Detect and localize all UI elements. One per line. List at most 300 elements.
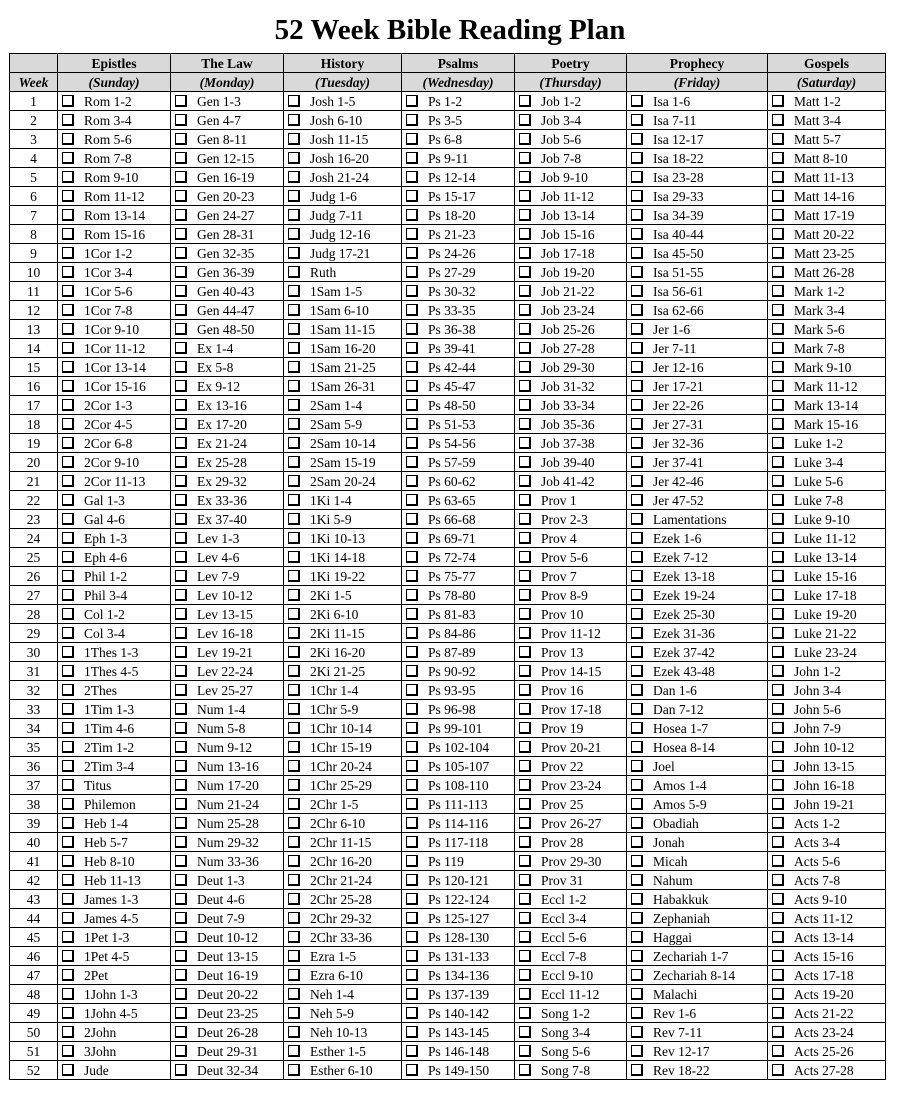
reading-checkbox[interactable]: [175, 399, 187, 411]
reading-checkbox[interactable]: [406, 209, 418, 221]
reading-checkbox[interactable]: [175, 741, 187, 753]
reading-checkbox[interactable]: [772, 399, 784, 411]
reading-checkbox[interactable]: [62, 1064, 74, 1076]
reading-checkbox[interactable]: [631, 456, 643, 468]
reading-checkbox[interactable]: [631, 380, 643, 392]
reading-checkbox[interactable]: [406, 817, 418, 829]
reading-checkbox[interactable]: [519, 437, 531, 449]
reading-checkbox[interactable]: [62, 171, 74, 183]
reading-checkbox[interactable]: [175, 1064, 187, 1076]
reading-checkbox[interactable]: [62, 988, 74, 1000]
reading-checkbox[interactable]: [288, 722, 300, 734]
reading-checkbox[interactable]: [519, 494, 531, 506]
reading-checkbox[interactable]: [62, 399, 74, 411]
reading-checkbox[interactable]: [406, 380, 418, 392]
reading-checkbox[interactable]: [519, 950, 531, 962]
reading-checkbox[interactable]: [288, 836, 300, 848]
reading-checkbox[interactable]: [288, 798, 300, 810]
reading-checkbox[interactable]: [772, 646, 784, 658]
reading-checkbox[interactable]: [288, 209, 300, 221]
reading-checkbox[interactable]: [175, 228, 187, 240]
reading-checkbox[interactable]: [62, 1026, 74, 1038]
reading-checkbox[interactable]: [406, 703, 418, 715]
reading-checkbox[interactable]: [519, 855, 531, 867]
reading-checkbox[interactable]: [631, 969, 643, 981]
reading-checkbox[interactable]: [406, 190, 418, 202]
reading-checkbox[interactable]: [772, 893, 784, 905]
reading-checkbox[interactable]: [175, 95, 187, 107]
reading-checkbox[interactable]: [175, 247, 187, 259]
reading-checkbox[interactable]: [175, 893, 187, 905]
reading-checkbox[interactable]: [406, 855, 418, 867]
reading-checkbox[interactable]: [62, 798, 74, 810]
reading-checkbox[interactable]: [406, 513, 418, 525]
reading-checkbox[interactable]: [519, 342, 531, 354]
reading-checkbox[interactable]: [175, 475, 187, 487]
reading-checkbox[interactable]: [772, 741, 784, 753]
reading-checkbox[interactable]: [772, 418, 784, 430]
reading-checkbox[interactable]: [772, 1026, 784, 1038]
reading-checkbox[interactable]: [175, 779, 187, 791]
reading-checkbox[interactable]: [519, 304, 531, 316]
reading-checkbox[interactable]: [631, 247, 643, 259]
reading-checkbox[interactable]: [175, 817, 187, 829]
reading-checkbox[interactable]: [519, 456, 531, 468]
reading-checkbox[interactable]: [288, 342, 300, 354]
reading-checkbox[interactable]: [519, 399, 531, 411]
reading-checkbox[interactable]: [406, 608, 418, 620]
reading-checkbox[interactable]: [519, 760, 531, 772]
reading-checkbox[interactable]: [519, 608, 531, 620]
reading-checkbox[interactable]: [772, 209, 784, 221]
reading-checkbox[interactable]: [519, 1045, 531, 1057]
reading-checkbox[interactable]: [175, 950, 187, 962]
reading-checkbox[interactable]: [519, 741, 531, 753]
reading-checkbox[interactable]: [519, 171, 531, 183]
reading-checkbox[interactable]: [175, 342, 187, 354]
reading-checkbox[interactable]: [288, 1026, 300, 1038]
reading-checkbox[interactable]: [62, 646, 74, 658]
reading-checkbox[interactable]: [175, 874, 187, 886]
reading-checkbox[interactable]: [175, 418, 187, 430]
reading-checkbox[interactable]: [175, 855, 187, 867]
reading-checkbox[interactable]: [62, 874, 74, 886]
reading-checkbox[interactable]: [519, 1064, 531, 1076]
reading-checkbox[interactable]: [406, 1007, 418, 1019]
reading-checkbox[interactable]: [772, 95, 784, 107]
reading-checkbox[interactable]: [62, 1045, 74, 1057]
reading-checkbox[interactable]: [406, 133, 418, 145]
reading-checkbox[interactable]: [406, 874, 418, 886]
reading-checkbox[interactable]: [519, 152, 531, 164]
reading-checkbox[interactable]: [175, 551, 187, 563]
reading-checkbox[interactable]: [175, 285, 187, 297]
reading-checkbox[interactable]: [772, 114, 784, 126]
reading-checkbox[interactable]: [175, 1026, 187, 1038]
reading-checkbox[interactable]: [62, 494, 74, 506]
reading-checkbox[interactable]: [406, 665, 418, 677]
reading-checkbox[interactable]: [288, 399, 300, 411]
reading-checkbox[interactable]: [519, 133, 531, 145]
reading-checkbox[interactable]: [62, 437, 74, 449]
reading-checkbox[interactable]: [519, 798, 531, 810]
reading-checkbox[interactable]: [772, 931, 784, 943]
reading-checkbox[interactable]: [175, 171, 187, 183]
reading-checkbox[interactable]: [406, 323, 418, 335]
reading-checkbox[interactable]: [519, 931, 531, 943]
reading-checkbox[interactable]: [62, 760, 74, 772]
reading-checkbox[interactable]: [62, 551, 74, 563]
reading-checkbox[interactable]: [406, 285, 418, 297]
reading-checkbox[interactable]: [772, 285, 784, 297]
reading-checkbox[interactable]: [288, 1045, 300, 1057]
reading-checkbox[interactable]: [406, 646, 418, 658]
reading-checkbox[interactable]: [175, 988, 187, 1000]
reading-checkbox[interactable]: [406, 247, 418, 259]
reading-checkbox[interactable]: [62, 912, 74, 924]
reading-checkbox[interactable]: [175, 323, 187, 335]
reading-checkbox[interactable]: [62, 133, 74, 145]
reading-checkbox[interactable]: [631, 266, 643, 278]
reading-checkbox[interactable]: [772, 1045, 784, 1057]
reading-checkbox[interactable]: [519, 1026, 531, 1038]
reading-checkbox[interactable]: [406, 627, 418, 639]
reading-checkbox[interactable]: [406, 779, 418, 791]
reading-checkbox[interactable]: [175, 589, 187, 601]
reading-checkbox[interactable]: [406, 532, 418, 544]
reading-checkbox[interactable]: [631, 912, 643, 924]
reading-checkbox[interactable]: [175, 513, 187, 525]
reading-checkbox[interactable]: [62, 608, 74, 620]
reading-checkbox[interactable]: [62, 323, 74, 335]
reading-checkbox[interactable]: [62, 190, 74, 202]
reading-checkbox[interactable]: [406, 361, 418, 373]
reading-checkbox[interactable]: [631, 323, 643, 335]
reading-checkbox[interactable]: [772, 589, 784, 601]
reading-checkbox[interactable]: [288, 95, 300, 107]
reading-checkbox[interactable]: [772, 684, 784, 696]
reading-checkbox[interactable]: [631, 950, 643, 962]
reading-checkbox[interactable]: [406, 304, 418, 316]
reading-checkbox[interactable]: [772, 798, 784, 810]
reading-checkbox[interactable]: [406, 342, 418, 354]
reading-checkbox[interactable]: [62, 418, 74, 430]
reading-checkbox[interactable]: [772, 551, 784, 563]
reading-checkbox[interactable]: [772, 228, 784, 240]
reading-checkbox[interactable]: [631, 133, 643, 145]
reading-checkbox[interactable]: [175, 646, 187, 658]
reading-checkbox[interactable]: [519, 988, 531, 1000]
reading-checkbox[interactable]: [772, 190, 784, 202]
reading-checkbox[interactable]: [772, 323, 784, 335]
reading-checkbox[interactable]: [631, 152, 643, 164]
reading-checkbox[interactable]: [772, 912, 784, 924]
reading-checkbox[interactable]: [175, 570, 187, 582]
reading-checkbox[interactable]: [519, 532, 531, 544]
reading-checkbox[interactable]: [631, 209, 643, 221]
reading-checkbox[interactable]: [175, 456, 187, 468]
reading-checkbox[interactable]: [631, 342, 643, 354]
reading-checkbox[interactable]: [631, 646, 643, 658]
reading-checkbox[interactable]: [772, 874, 784, 886]
reading-checkbox[interactable]: [175, 931, 187, 943]
reading-checkbox[interactable]: [631, 722, 643, 734]
reading-checkbox[interactable]: [631, 741, 643, 753]
reading-checkbox[interactable]: [772, 133, 784, 145]
reading-checkbox[interactable]: [519, 589, 531, 601]
reading-checkbox[interactable]: [62, 893, 74, 905]
reading-checkbox[interactable]: [406, 437, 418, 449]
reading-checkbox[interactable]: [631, 399, 643, 411]
reading-checkbox[interactable]: [519, 912, 531, 924]
reading-checkbox[interactable]: [406, 836, 418, 848]
reading-checkbox[interactable]: [175, 798, 187, 810]
reading-checkbox[interactable]: [772, 722, 784, 734]
reading-checkbox[interactable]: [406, 114, 418, 126]
reading-checkbox[interactable]: [62, 304, 74, 316]
reading-checkbox[interactable]: [519, 266, 531, 278]
reading-checkbox[interactable]: [62, 703, 74, 715]
reading-checkbox[interactable]: [772, 836, 784, 848]
reading-checkbox[interactable]: [288, 380, 300, 392]
reading-checkbox[interactable]: [62, 665, 74, 677]
reading-checkbox[interactable]: [62, 361, 74, 373]
reading-checkbox[interactable]: [62, 114, 74, 126]
reading-checkbox[interactable]: [772, 247, 784, 259]
reading-checkbox[interactable]: [288, 589, 300, 601]
reading-checkbox[interactable]: [175, 665, 187, 677]
reading-checkbox[interactable]: [631, 228, 643, 240]
reading-checkbox[interactable]: [62, 532, 74, 544]
reading-checkbox[interactable]: [406, 418, 418, 430]
reading-checkbox[interactable]: [288, 570, 300, 582]
reading-checkbox[interactable]: [519, 418, 531, 430]
reading-checkbox[interactable]: [631, 779, 643, 791]
reading-checkbox[interactable]: [631, 817, 643, 829]
reading-checkbox[interactable]: [519, 836, 531, 848]
reading-checkbox[interactable]: [175, 114, 187, 126]
reading-checkbox[interactable]: [631, 190, 643, 202]
reading-checkbox[interactable]: [175, 608, 187, 620]
reading-checkbox[interactable]: [406, 266, 418, 278]
reading-checkbox[interactable]: [631, 1026, 643, 1038]
reading-checkbox[interactable]: [288, 133, 300, 145]
reading-checkbox[interactable]: [772, 380, 784, 392]
reading-checkbox[interactable]: [406, 475, 418, 487]
reading-checkbox[interactable]: [631, 304, 643, 316]
reading-checkbox[interactable]: [62, 969, 74, 981]
reading-checkbox[interactable]: [772, 266, 784, 278]
reading-checkbox[interactable]: [772, 437, 784, 449]
reading-checkbox[interactable]: [772, 342, 784, 354]
reading-checkbox[interactable]: [631, 171, 643, 183]
reading-checkbox[interactable]: [288, 418, 300, 430]
reading-checkbox[interactable]: [519, 114, 531, 126]
reading-checkbox[interactable]: [62, 589, 74, 601]
reading-checkbox[interactable]: [772, 1007, 784, 1019]
reading-checkbox[interactable]: [406, 589, 418, 601]
reading-checkbox[interactable]: [288, 779, 300, 791]
reading-checkbox[interactable]: [288, 114, 300, 126]
reading-checkbox[interactable]: [288, 228, 300, 240]
reading-checkbox[interactable]: [288, 931, 300, 943]
reading-checkbox[interactable]: [406, 570, 418, 582]
reading-checkbox[interactable]: [631, 95, 643, 107]
reading-checkbox[interactable]: [288, 855, 300, 867]
reading-checkbox[interactable]: [288, 152, 300, 164]
reading-checkbox[interactable]: [288, 817, 300, 829]
reading-checkbox[interactable]: [288, 608, 300, 620]
reading-checkbox[interactable]: [772, 1064, 784, 1076]
reading-checkbox[interactable]: [406, 912, 418, 924]
reading-checkbox[interactable]: [62, 684, 74, 696]
reading-checkbox[interactable]: [772, 171, 784, 183]
reading-checkbox[interactable]: [772, 665, 784, 677]
reading-checkbox[interactable]: [288, 988, 300, 1000]
reading-checkbox[interactable]: [772, 494, 784, 506]
reading-checkbox[interactable]: [175, 209, 187, 221]
reading-checkbox[interactable]: [772, 513, 784, 525]
reading-checkbox[interactable]: [772, 760, 784, 772]
reading-checkbox[interactable]: [772, 855, 784, 867]
reading-checkbox[interactable]: [62, 1007, 74, 1019]
reading-checkbox[interactable]: [175, 760, 187, 772]
reading-checkbox[interactable]: [631, 1064, 643, 1076]
reading-checkbox[interactable]: [631, 760, 643, 772]
reading-checkbox[interactable]: [631, 570, 643, 582]
reading-checkbox[interactable]: [62, 285, 74, 297]
reading-checkbox[interactable]: [175, 684, 187, 696]
reading-checkbox[interactable]: [406, 1026, 418, 1038]
reading-checkbox[interactable]: [519, 703, 531, 715]
reading-checkbox[interactable]: [519, 209, 531, 221]
reading-checkbox[interactable]: [62, 228, 74, 240]
reading-checkbox[interactable]: [519, 228, 531, 240]
reading-checkbox[interactable]: [631, 893, 643, 905]
reading-checkbox[interactable]: [288, 893, 300, 905]
reading-checkbox[interactable]: [406, 798, 418, 810]
reading-checkbox[interactable]: [772, 779, 784, 791]
reading-checkbox[interactable]: [288, 741, 300, 753]
reading-checkbox[interactable]: [62, 456, 74, 468]
reading-checkbox[interactable]: [631, 437, 643, 449]
reading-checkbox[interactable]: [406, 228, 418, 240]
reading-checkbox[interactable]: [519, 95, 531, 107]
reading-checkbox[interactable]: [62, 513, 74, 525]
reading-checkbox[interactable]: [631, 855, 643, 867]
reading-checkbox[interactable]: [288, 304, 300, 316]
reading-checkbox[interactable]: [288, 190, 300, 202]
reading-checkbox[interactable]: [62, 266, 74, 278]
reading-checkbox[interactable]: [62, 570, 74, 582]
reading-checkbox[interactable]: [406, 988, 418, 1000]
reading-checkbox[interactable]: [175, 494, 187, 506]
reading-checkbox[interactable]: [62, 836, 74, 848]
reading-checkbox[interactable]: [288, 703, 300, 715]
reading-checkbox[interactable]: [288, 437, 300, 449]
reading-checkbox[interactable]: [772, 532, 784, 544]
reading-checkbox[interactable]: [519, 551, 531, 563]
reading-checkbox[interactable]: [772, 608, 784, 620]
reading-checkbox[interactable]: [406, 760, 418, 772]
reading-checkbox[interactable]: [288, 1007, 300, 1019]
reading-checkbox[interactable]: [288, 456, 300, 468]
reading-checkbox[interactable]: [406, 722, 418, 734]
reading-checkbox[interactable]: [772, 152, 784, 164]
reading-checkbox[interactable]: [62, 722, 74, 734]
reading-checkbox[interactable]: [175, 152, 187, 164]
reading-checkbox[interactable]: [519, 247, 531, 259]
reading-checkbox[interactable]: [175, 1007, 187, 1019]
reading-checkbox[interactable]: [631, 532, 643, 544]
reading-checkbox[interactable]: [519, 874, 531, 886]
reading-checkbox[interactable]: [175, 969, 187, 981]
reading-checkbox[interactable]: [631, 114, 643, 126]
reading-checkbox[interactable]: [519, 779, 531, 791]
reading-checkbox[interactable]: [772, 627, 784, 639]
reading-checkbox[interactable]: [519, 893, 531, 905]
reading-checkbox[interactable]: [62, 95, 74, 107]
reading-checkbox[interactable]: [288, 361, 300, 373]
reading-checkbox[interactable]: [519, 722, 531, 734]
reading-checkbox[interactable]: [288, 475, 300, 487]
reading-checkbox[interactable]: [62, 817, 74, 829]
reading-checkbox[interactable]: [288, 247, 300, 259]
reading-checkbox[interactable]: [406, 1045, 418, 1057]
reading-checkbox[interactable]: [288, 285, 300, 297]
reading-checkbox[interactable]: [62, 209, 74, 221]
reading-checkbox[interactable]: [772, 361, 784, 373]
reading-checkbox[interactable]: [288, 532, 300, 544]
reading-checkbox[interactable]: [175, 703, 187, 715]
reading-checkbox[interactable]: [62, 342, 74, 354]
reading-checkbox[interactable]: [62, 741, 74, 753]
reading-checkbox[interactable]: [62, 779, 74, 791]
reading-checkbox[interactable]: [519, 361, 531, 373]
reading-checkbox[interactable]: [288, 665, 300, 677]
reading-checkbox[interactable]: [175, 1045, 187, 1057]
reading-checkbox[interactable]: [631, 1045, 643, 1057]
reading-checkbox[interactable]: [406, 969, 418, 981]
reading-checkbox[interactable]: [288, 323, 300, 335]
reading-checkbox[interactable]: [772, 988, 784, 1000]
reading-checkbox[interactable]: [62, 931, 74, 943]
reading-checkbox[interactable]: [631, 589, 643, 601]
reading-checkbox[interactable]: [288, 646, 300, 658]
reading-checkbox[interactable]: [772, 969, 784, 981]
reading-checkbox[interactable]: [519, 684, 531, 696]
reading-checkbox[interactable]: [62, 627, 74, 639]
reading-checkbox[interactable]: [772, 950, 784, 962]
reading-checkbox[interactable]: [288, 171, 300, 183]
reading-checkbox[interactable]: [406, 152, 418, 164]
reading-checkbox[interactable]: [519, 513, 531, 525]
reading-checkbox[interactable]: [519, 380, 531, 392]
reading-checkbox[interactable]: [175, 836, 187, 848]
reading-checkbox[interactable]: [288, 912, 300, 924]
reading-checkbox[interactable]: [772, 703, 784, 715]
reading-checkbox[interactable]: [772, 817, 784, 829]
reading-checkbox[interactable]: [631, 931, 643, 943]
reading-checkbox[interactable]: [519, 475, 531, 487]
reading-checkbox[interactable]: [288, 627, 300, 639]
reading-checkbox[interactable]: [62, 855, 74, 867]
reading-checkbox[interactable]: [631, 988, 643, 1000]
reading-checkbox[interactable]: [175, 627, 187, 639]
reading-checkbox[interactable]: [631, 418, 643, 430]
reading-checkbox[interactable]: [175, 380, 187, 392]
reading-checkbox[interactable]: [406, 95, 418, 107]
